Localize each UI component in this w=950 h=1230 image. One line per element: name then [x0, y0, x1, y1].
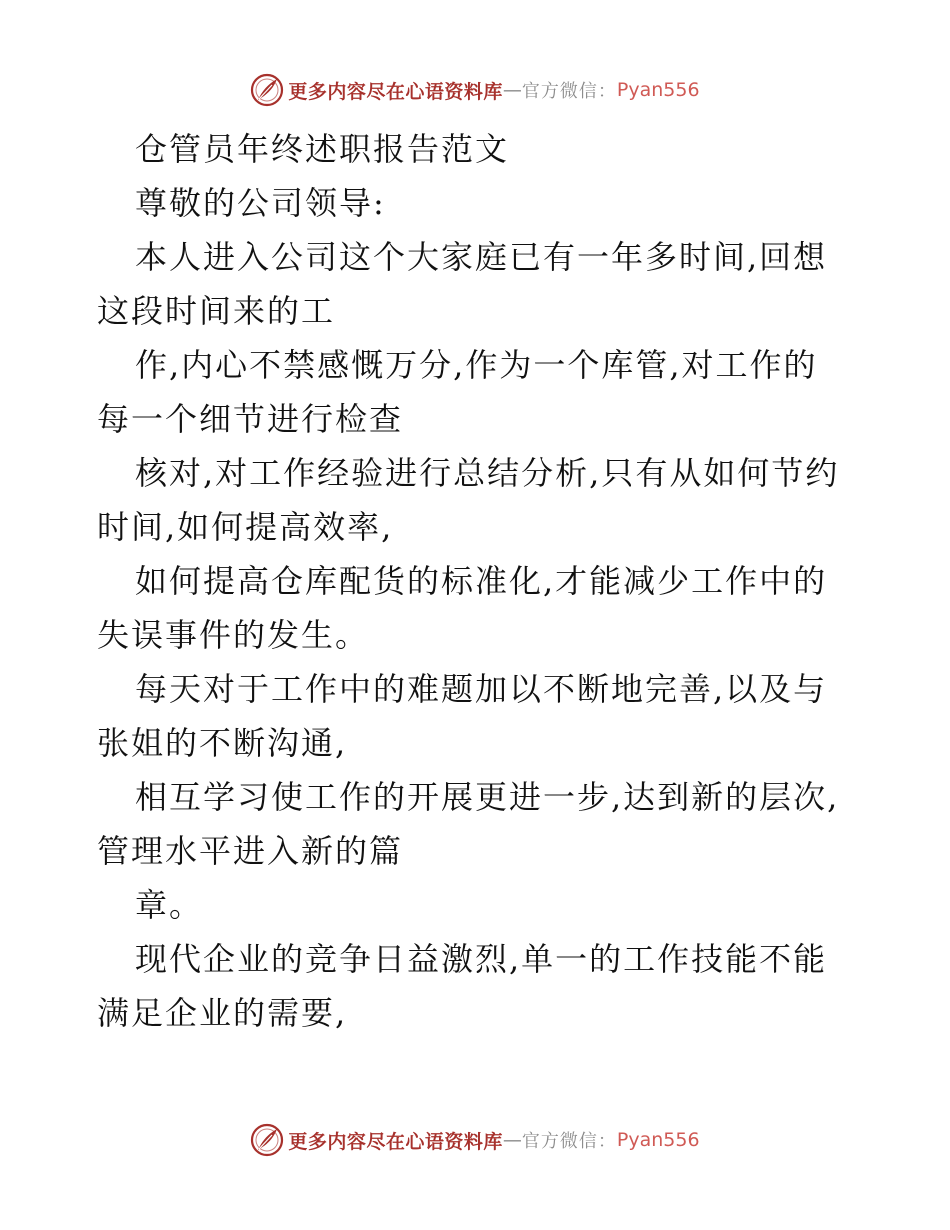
body-paragraph: 作,内心不禁感慨万分,作为一个库管,对工作的 每一个细节进行检查: [97, 346, 818, 438]
banner-wechat-id: Pyan556: [616, 1129, 700, 1151]
body-paragraph: 本人进入公司这个大家庭已有一年多时间,回想 这段时间来的工: [97, 238, 828, 330]
body-paragraph: 相互学习使工作的开展更进一步,达到新的层次, 管理水平进入新的篇: [97, 778, 840, 870]
banner-title: 更多内容尽在心语资料库: [288, 1130, 503, 1153]
body-paragraph: 每天对于工作中的难题加以不断地完善,以及与 张姐的不断沟通,: [97, 670, 828, 762]
feather-pen-logo-icon: [250, 73, 284, 107]
banner-wechat-label: 官方微信：: [521, 1131, 617, 1152]
body-paragraph: 如何提高仓库配货的标准化,才能减少工作中的 失误事件的发生。: [97, 562, 828, 654]
banner-wechat-id: Pyan556: [616, 79, 700, 101]
banner-separator: —: [502, 79, 522, 101]
document-title: 仓管员年终述职报告范文: [135, 130, 510, 168]
salutation: 尊敬的公司领导:: [135, 184, 386, 222]
banner-separator: —: [502, 1129, 522, 1151]
body-paragraph: 核对,对工作经验进行总结分析,只有从如何节约 时间,如何提高效率,: [97, 454, 840, 546]
body-paragraph: 章。: [135, 886, 204, 924]
body-paragraph: 现代企业的竞争日益激烈,单一的工作技能不能 满足企业的需要,: [97, 940, 828, 1032]
banner-wechat-label: 官方微信：: [521, 81, 617, 102]
document-body: [97, 122, 857, 1040]
feather-pen-logo-icon: [250, 1123, 284, 1157]
banner-title: 更多内容尽在心语资料库: [288, 80, 503, 103]
header-banner: [0, 70, 950, 110]
footer-banner: [0, 1120, 950, 1160]
